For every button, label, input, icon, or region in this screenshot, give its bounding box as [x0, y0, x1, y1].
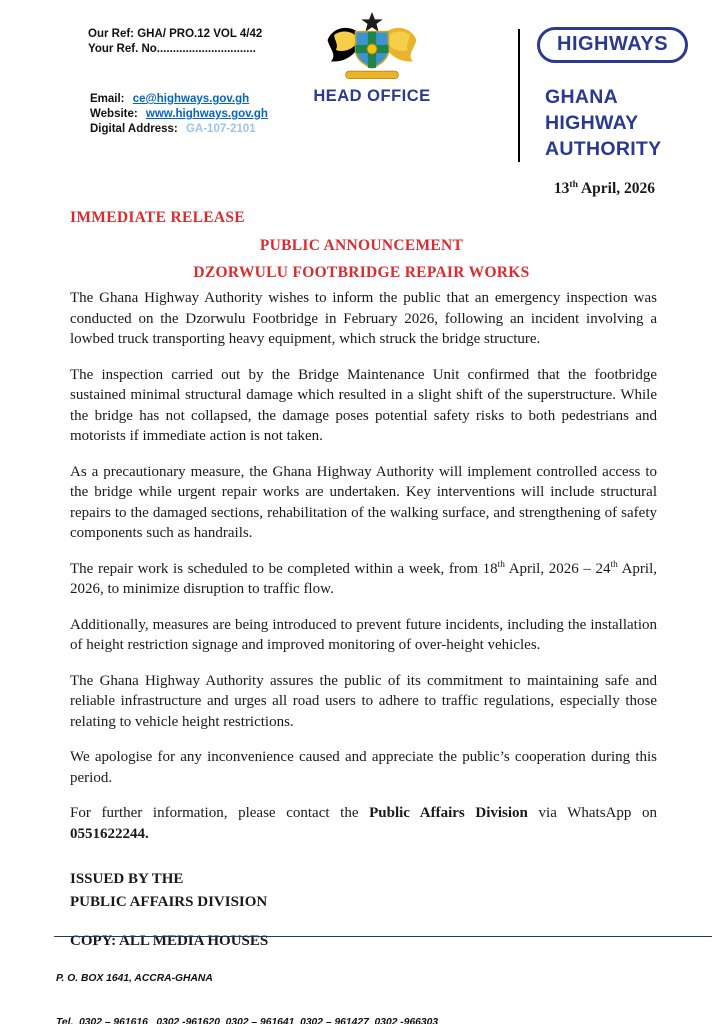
po-box-line: P. O. BOX 1641, ACCRA-GHANA	[56, 973, 213, 984]
document-date: 13th April, 2026	[553, 178, 655, 197]
paragraph: The repair work is scheduled to be completed within a week, from 18th April, 2026 – 24th April, 2026, to minimize disruption to traffic flow.	[70, 559, 657, 597]
digital-address-row	[90, 122, 268, 137]
email-row	[90, 92, 268, 107]
document-body	[70, 288, 657, 952]
footer-divider	[54, 936, 712, 937]
authority-line-2: HIGHWAY	[545, 112, 639, 134]
paragraph: We apologise for any inconvenience caused and appreciate the public’s cooperation during this period.	[70, 749, 657, 786]
reference-block	[88, 27, 262, 56]
website-row	[90, 107, 268, 122]
issuing-division-line: PUBLIC AFFAIRS DIVISION	[70, 894, 268, 910]
body-paragraphs	[70, 288, 657, 844]
paragraph: As a precautionary measure, the Ghana Highway Authority will implement controlled access to the bridge while urgent repair works are undertaken. Key interventions will include structural repairs to the damaged sections, rehabilitation of the walking surface, and strengthening of safety components such as handrails.	[70, 463, 657, 541]
email-link[interactable]: ce@highways.gov.gh	[132, 93, 250, 105]
header-divider	[518, 29, 520, 162]
digital-address-value: GA-107-2101	[185, 123, 256, 135]
authority-name	[545, 84, 661, 162]
issued-by-line: ISSUED BY THE	[70, 871, 184, 887]
ghana-coat-of-arms-icon	[318, 12, 426, 91]
telephone-line: Tel. 0302 – 961616 0302 -961620 0302 – 961641 0302 – 961427 0302 -966303	[56, 1016, 439, 1024]
paragraph: For further information, please contact the Public Affairs Division via WhatsApp on 0551622244.	[70, 805, 658, 842]
website-link[interactable]: www.highways.gov.gh	[145, 108, 268, 120]
public-announcement-heading: PUBLIC ANNOUNCEMENT	[259, 237, 464, 254]
paragraph: The Ghana Highway Authority wishes to inform the public that an emergency inspection was conducted on the Dzorwulu Footbridge in February 2026, following an incident involving a lowbed truck transporting heavy equipment, which struck the bridge structure.	[70, 290, 657, 347]
your-ref: Your Ref. No...............................	[88, 42, 256, 55]
our-ref: Our Ref: GHA/ PRO.12 VOL 4/42	[88, 28, 263, 40]
digital-address-label: Digital Address:	[90, 123, 178, 135]
email-label: Email:	[90, 93, 125, 105]
subject-heading: DZORWULU FOOTBRIDGE REPAIR WORKS	[193, 264, 530, 281]
authority-line-3: AUTHORITY	[545, 138, 662, 160]
paragraph: The Ghana Highway Authority assures the public of its commitment to maintaining safe and reliable infrastructure and urges all road users to adhere to traffic regulations, especially those relating to vehicle height restrictions.	[70, 672, 657, 730]
head-office-label: HEAD OFFICE	[313, 87, 431, 105]
website-label: Website:	[90, 108, 138, 120]
authority-line-1: GHANA	[545, 86, 618, 108]
immediate-release-heading: IMMEDIATE RELEASE	[70, 209, 245, 226]
signoff-block	[70, 868, 657, 914]
contact-block	[90, 92, 268, 137]
highways-badge: HIGHWAYS	[537, 27, 688, 63]
paragraph: Additionally, measures are being introduced to prevent future incidents, including the installation of height restriction signage and improved monitoring of over-height vehicles.	[70, 616, 657, 653]
paragraph: The inspection carried out by the Bridge Maintenance Unit confirmed that the footbridge sustained minimal structural damage which resulted in a slight shift of the superstructure. While the bridge has not collapsed, the damage poses potential safety risks to both pedestrians and motorists if immediate action is not taken.	[70, 366, 657, 444]
footer-contact-block	[56, 943, 438, 1024]
copy-line: COPY: ALL MEDIA HOUSES	[70, 933, 269, 949]
